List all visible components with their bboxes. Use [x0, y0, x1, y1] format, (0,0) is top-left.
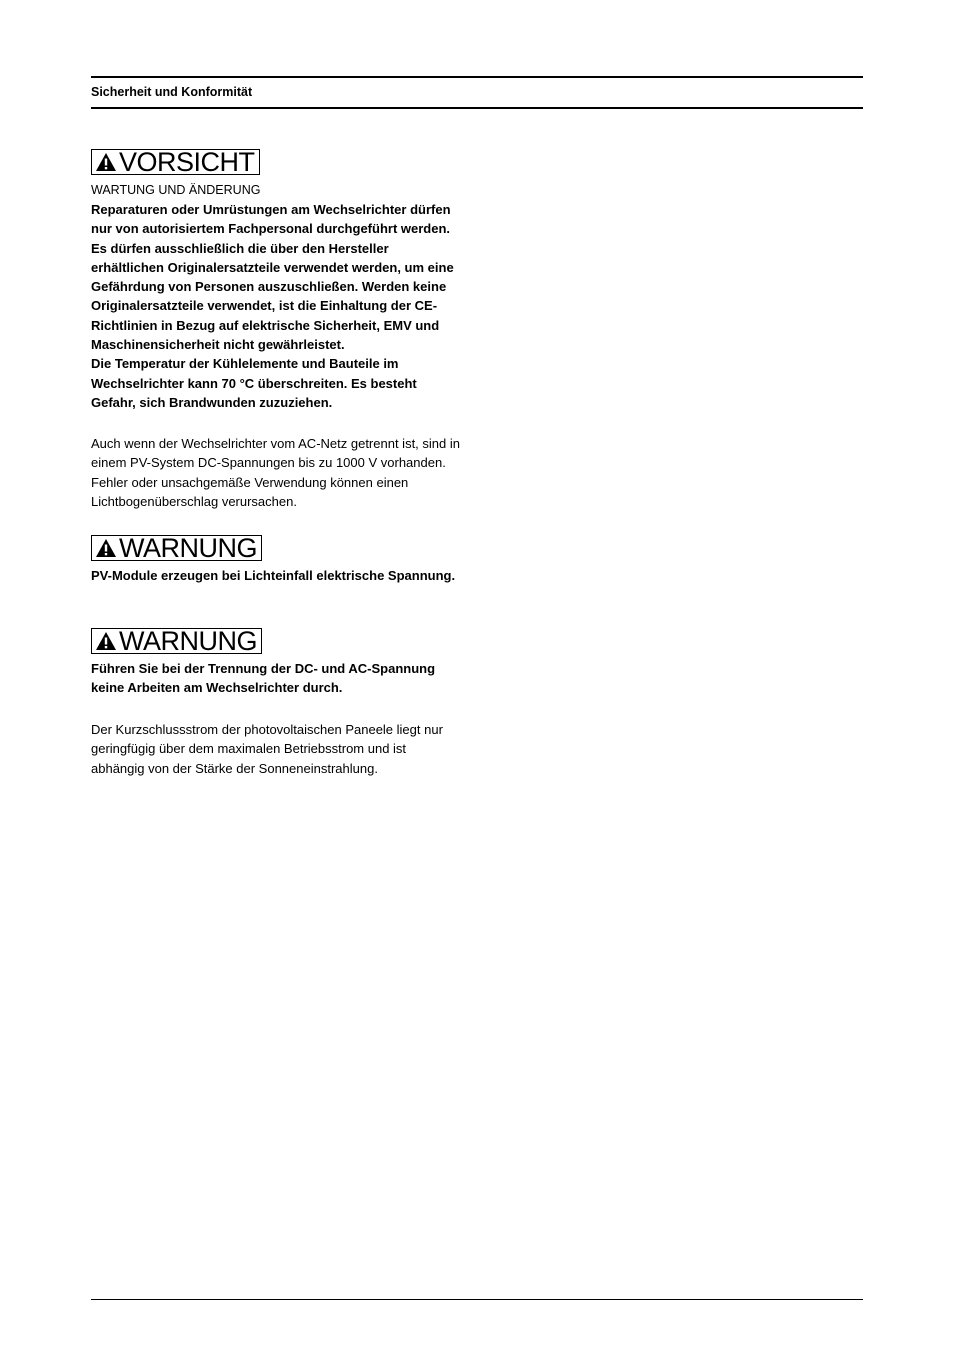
caution-paragraph-2: Die Temperatur der Kühlelemente und Bauteile im Wechselrichter kann 70 °C überschreiten. Es besteht Gefahr, sich Brandwunden zuzuziehen. [91, 356, 417, 410]
caution-signal-box [91, 149, 260, 175]
warning-text-2: Führen Sie bei der Trennung der DC- und AC-Spannung keine Arbeiten am Wechselrichter durch. [91, 661, 436, 696]
caution-title: WARTUNG UND ÄNDERUNG [91, 183, 261, 197]
info-block-2 [91, 720, 461, 778]
warning-label-2: WARNUNG [119, 626, 257, 656]
warning-content-1 [91, 566, 461, 585]
info-paragraph-2: Der Kurzschlussstrom der photovoltaischen Paneele liegt nur geringfügig über dem maximalen Betriebsstrom und ist abhängig von der Stärke der Sonneneinstrahlung. [91, 722, 443, 776]
caution-content [91, 181, 461, 412]
info-block-1 [91, 434, 461, 511]
warning-block-2 [91, 628, 461, 656]
caution-block [91, 149, 461, 177]
warning-content-2 [91, 659, 461, 698]
warning-block-1 [91, 535, 461, 563]
warning-label-1: WARNUNG [119, 533, 257, 563]
footer-rule [91, 1299, 863, 1300]
warning-signal-box-1 [91, 535, 262, 561]
section-title: Sicherheit und Konformität [91, 85, 253, 99]
warning-text-1: PV-Module erzeugen bei Lichteinfall elektrische Spannung. [91, 568, 456, 583]
caution-paragraph-1: Reparaturen oder Umrüstungen am Wechselrichter dürfen nur von autorisiertem Fachpersonal durchgeführt werden. Es dürfen ausschließlich die über den Hersteller erhältlichen Originalersatzteile verwendet werden, um eine Gefährdung von Personen auszuschließen. Werden keine Originalersatzteile verwendet, ist die Einhaltung der CE-Richtlinien in Bezug auf elektrische Sicherheit, EMV und Maschinensicherheit nicht gewährleistet. [91, 202, 454, 353]
warning-triangle-icon [95, 538, 117, 558]
info-paragraph-1: Auch wenn der Wechselrichter vom AC-Netz getrennt ist, sind in einem PV-System DC-Spannungen bis zu 1000 V vorhanden. Fehler oder unsachgemäße Verwendung können einen Lichtbogenüberschlag verursachen. [91, 436, 460, 509]
header-bottom-rule [91, 107, 863, 109]
warning-triangle-icon [95, 152, 117, 172]
warning-triangle-icon [95, 631, 117, 651]
caution-label: VORSICHT [119, 147, 255, 177]
warning-signal-box-2 [91, 628, 262, 654]
header-top-rule [91, 76, 863, 78]
